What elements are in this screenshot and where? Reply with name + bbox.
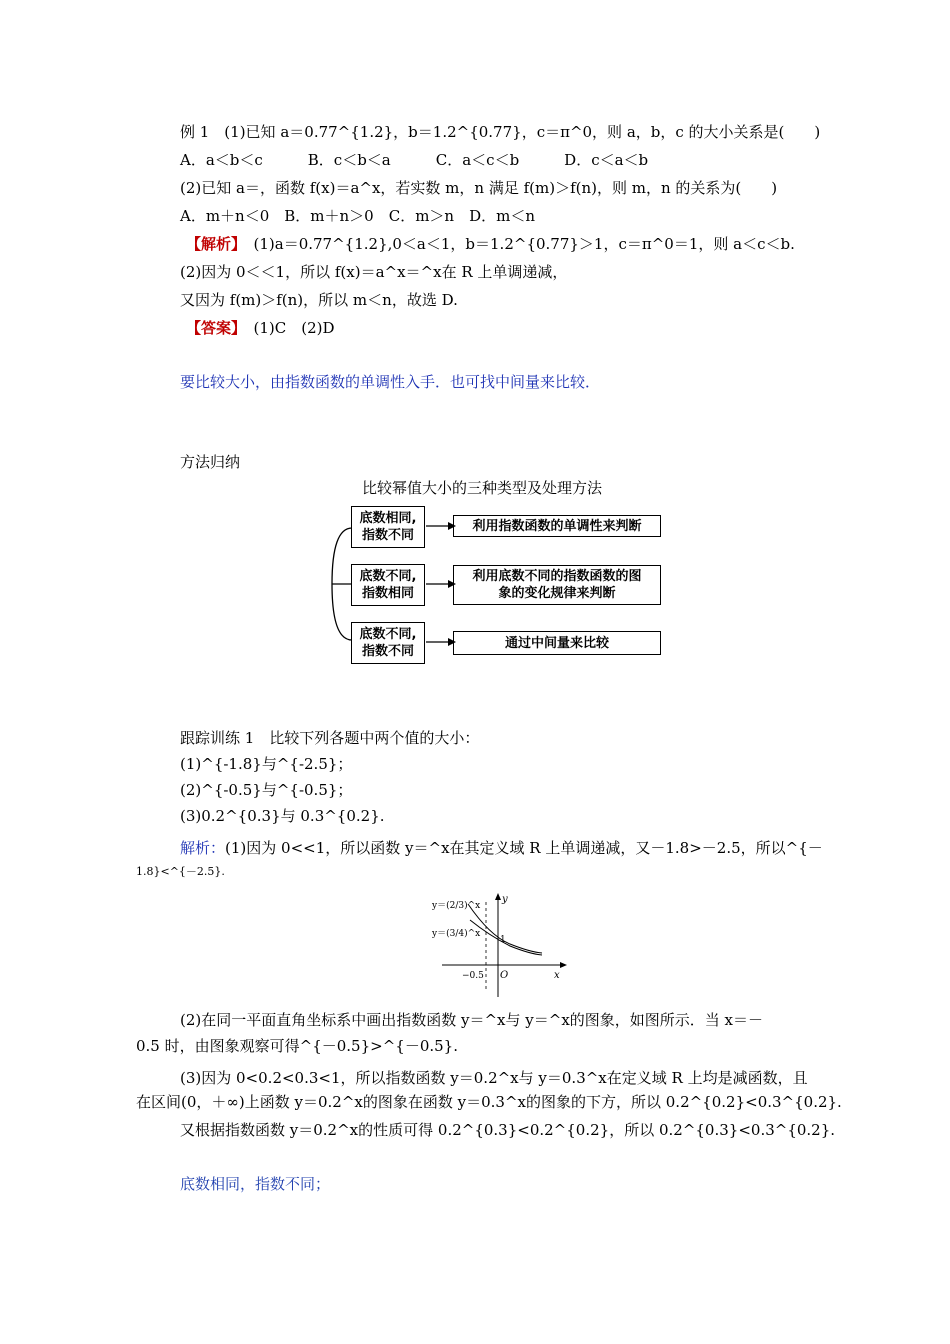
analysis-text1: (1)a＝0.77^{1.2},0＜a＜1，b＝1.2^{0.77}＞1，c＝π^0＝1，则 a＜c＜b.	[238, 235, 795, 253]
solution3-line1: (3)因为 0<0.2<0.3<1，所以指数函数 y＝0.2^x与 y＝0.3^x在定义域 R 上均是减函数，且	[180, 1069, 808, 1087]
answer-line	[186, 318, 335, 338]
footer-tip: 底数相同，指数不同；	[180, 1175, 331, 1193]
graph-origin: O	[500, 970, 509, 981]
answer-text: (1)C (2)D	[238, 319, 335, 337]
graph-y-label: y	[502, 894, 508, 905]
diagram-case1-left: 底数相同, 指数不同	[351, 506, 425, 548]
example1-question1: 例 1 (1)已知 a＝0.77^{1.2}，b＝1.2^{0.77}，c＝π^0，则 a，b，c 的大小关系是( )	[180, 123, 821, 141]
example1-q2-options: A．m＋n＜0 B．m＋n＞0 C．m＞n D．m＜n	[180, 207, 535, 225]
solution2-line2: 0.5 时，由图象观察可得^{－0.5}>^{－0.5}.	[136, 1037, 458, 1055]
diagram-case3-left: 底数不同, 指数不同	[351, 622, 425, 664]
graph-x-mark: −0.5	[462, 971, 484, 981]
diagram-case1-right: 利用指数函数的单调性来判断	[453, 515, 661, 537]
diagram-title: 比较幂值大小的三种类型及处理方法	[362, 479, 603, 497]
solution-line1-cont: 1.8}<^{－2.5}.	[136, 865, 225, 878]
training-item-2: (2)^{-0.5}与^{-0.5}；	[180, 781, 353, 799]
solution3-line2: 在区间(0，＋∞)上函数 y＝0.2^x的图象在函数 y＝0.3^x的图象的下方，所以 0.2^{0.2}<0.3^{0.2}.	[136, 1093, 842, 1111]
solution1-text: (1)因为 0<<1，所以函数 y＝^x在其定义域 R 上单调递减，又－1.8>－2.5，所以^{－	[225, 839, 823, 857]
method-heading: 方法归纳	[180, 453, 241, 471]
solution3-line3: 又根据指数函数 y＝0.2^x的性质可得 0.2^{0.3}<0.2^{0.2}，所以 0.2^{0.3}<0.3^{0.2}.	[180, 1121, 836, 1139]
training-title: 跟踪训练 1 比较下列各题中两个值的大小：	[180, 729, 480, 747]
exponential-graph	[430, 892, 570, 1002]
solution-label: 解析：	[180, 839, 226, 857]
solution2-line1: (2)在同一平面直角坐标系中画出指数函数 y＝^x与 y＝^x的图象，如图所示．当 x＝－	[180, 1011, 764, 1029]
analysis-tag: 【解析】	[186, 235, 239, 253]
graph-one: 1	[500, 935, 506, 945]
example1-question2: (2)已知 a＝，函数 f(x)＝a^x，若实数 m，n 满足 f(m)＞f(n)，则 m，n 的关系为( )	[180, 179, 778, 197]
graph-label-two-thirds: y＝(2/3)^x	[432, 901, 481, 911]
graph-label-three-quarters: y＝(3/4)^x	[432, 929, 481, 939]
training-item-1: (1)^{-1.8}与^{-2.5}；	[180, 755, 353, 773]
analysis-line2: (2)因为 0＜＜1，所以 f(x)＝a^x＝^x在 R 上单调递减，	[180, 263, 568, 281]
diagram-case2-left: 底数不同, 指数相同	[351, 564, 425, 606]
diagram-case2-right: 利用底数不同的指数函数的图 象的变化规律来判断	[453, 565, 661, 605]
diagram-case3-right: 通过中间量来比较	[453, 631, 661, 655]
answer-tag: 【答案】	[186, 319, 239, 337]
example1-q1-options: A．a＜b＜c B．c＜b＜a C．a＜c＜b D．c＜a＜b	[180, 151, 649, 169]
tip-text: 要比较大小，由指数函数的单调性入手．也可找中间量来比较．	[180, 373, 601, 391]
graph-x-label: x	[554, 970, 560, 981]
analysis-line1	[186, 234, 795, 254]
analysis-line3: 又因为 f(m)＞f(n)，所以 m＜n，故选 D.	[180, 291, 458, 309]
solution-line1	[180, 838, 823, 858]
training-item-3: (3)0.2^{0.3}与 0.3^{0.2}.	[180, 807, 385, 825]
